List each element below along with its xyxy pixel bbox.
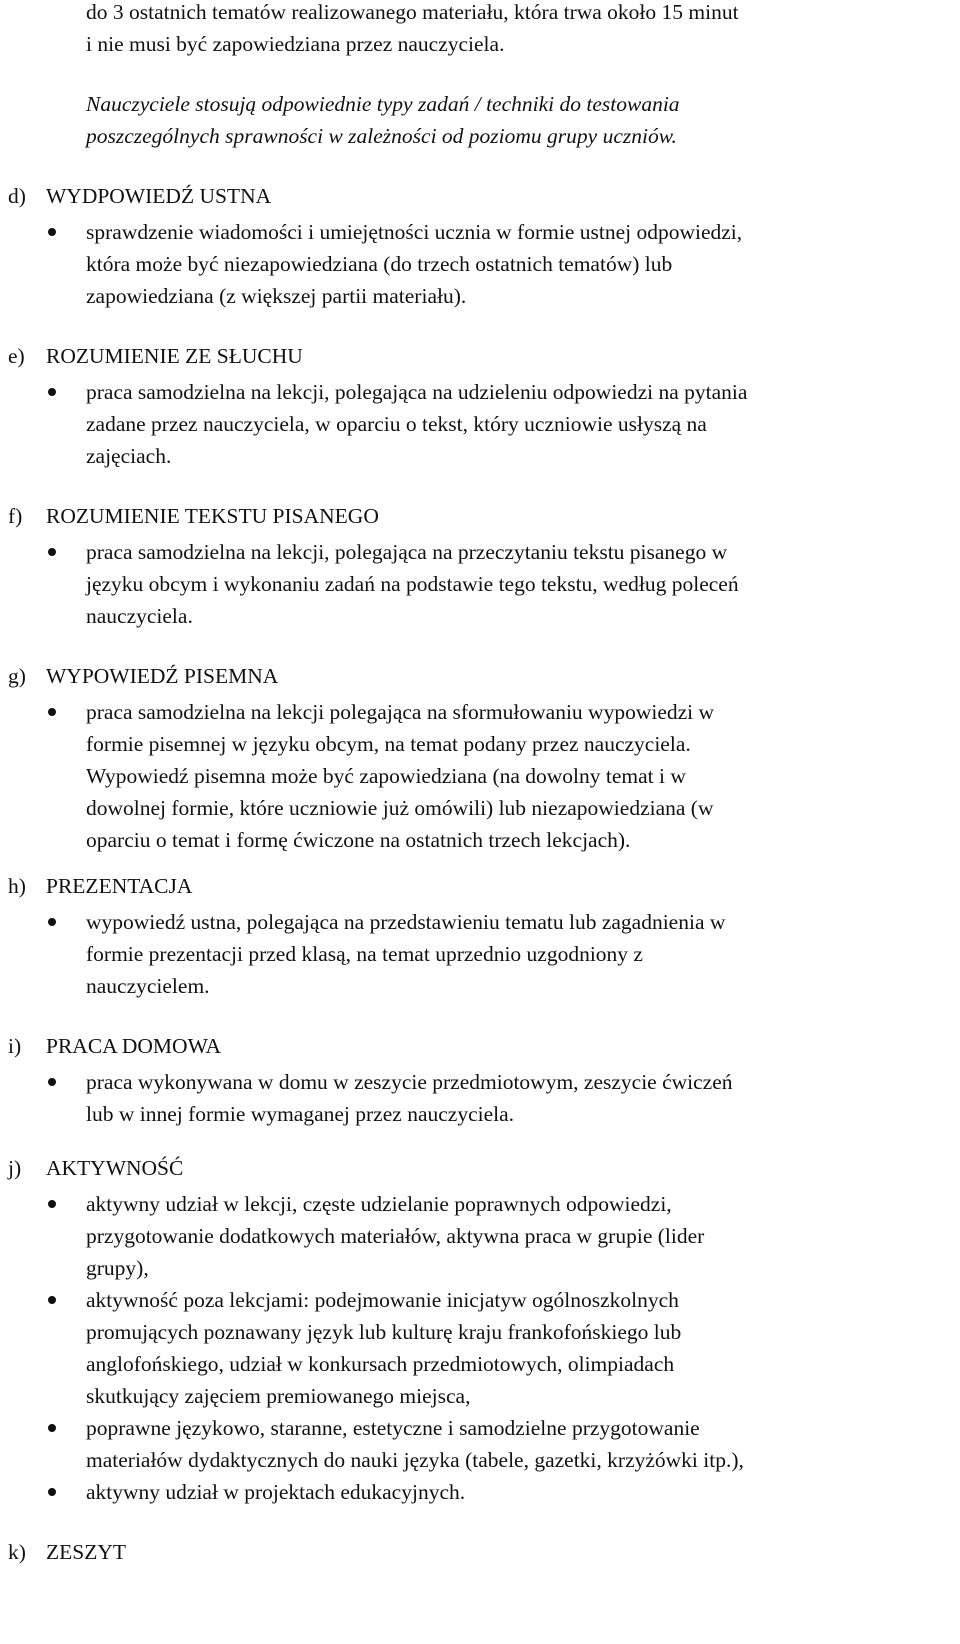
section-label: d) <box>8 184 26 208</box>
bullet-point-icon <box>48 1078 56 1086</box>
bullet-point-icon <box>48 1200 56 1208</box>
bullet-point-icon <box>48 1424 56 1432</box>
bullet-text-line: Wypowiedź pisemna może być zapowiedziana (na dowolny temat i w <box>86 764 686 788</box>
bullet-text-line: formie prezentacji przed klasą, na temat uprzednio uzgodniony z <box>86 942 643 966</box>
bullet-point-icon <box>48 548 56 556</box>
bullet-text-line: sprawdzenie wiadomości i umiejętności ucznia w formie ustnej odpowiedzi, <box>86 220 743 244</box>
bullet-point-icon <box>48 1296 56 1304</box>
bullet-point-icon <box>48 1488 56 1496</box>
bullet-text-line: która może być niezapowiedziana (do trzech ostatnich tematów) lub <box>86 252 673 276</box>
section-title: PRACA DOMOWA <box>46 1034 222 1058</box>
bullet-text-line: praca wykonywana w domu w zeszycie przedmiotowym, zeszycie ćwiczeń <box>86 1070 733 1094</box>
section-title: PREZENTACJA <box>46 874 193 898</box>
bullet-point-icon <box>48 918 56 926</box>
intro-line: i nie musi być zapowiedziana przez nauczyciela. <box>86 32 505 56</box>
bullet-text-line: skutkujący zajęciem premiowanego miejsca, <box>86 1384 471 1408</box>
bullet-text-line: aktywność poza lekcjami: podejmowanie inicjatyw ogólnoszkolnych <box>86 1288 679 1312</box>
section-title: ROZUMIENIE TEKSTU PISANEGO <box>46 504 379 528</box>
bullet-text-line: praca samodzielna na lekcji, polegająca na udzieleniu odpowiedzi na pytania <box>86 380 748 404</box>
bullet-text-line: aktywny udział w lekcji, częste udzielanie poprawnych odpowiedzi, <box>86 1192 672 1216</box>
bullet-text-line: przygotowanie dodatkowych materiałów, aktywna praca w grupie (lider <box>86 1224 705 1248</box>
bullet-point-icon <box>48 388 56 396</box>
bullet-text-line: zapowiedziana (z większej partii materiału). <box>86 284 467 308</box>
bullet-text-line: formie pisemnej w języku obcym, na temat podany przez nauczyciela. <box>86 732 691 756</box>
bullet-text-line: języku obcym i wykonaniu zadań na podstawie tego tekstu, według poleceń <box>86 572 739 596</box>
bullet-text-line: aktywny udział w projektach edukacyjnych. <box>86 1480 466 1504</box>
section-title: ZESZYT <box>46 1540 127 1564</box>
section-label: j) <box>8 1156 22 1180</box>
intro-note-line: poszczególnych sprawności w zależności od poziomu grupy uczniów. <box>86 124 677 148</box>
section-label: g) <box>8 664 26 688</box>
section-label: e) <box>8 344 25 368</box>
section-title: AKTYWNOŚĆ <box>46 1156 184 1180</box>
bullet-text-line: zadane przez nauczyciela, w oparciu o tekst, który uczniowie usłyszą na <box>86 412 707 436</box>
bullet-text-line: lub w innej formie wymaganej przez nauczyciela. <box>86 1102 515 1126</box>
intro-line: do 3 ostatnich tematów realizowanego materiału, która trwa około 15 minut <box>86 0 739 24</box>
bullet-text-line: zajęciach. <box>86 444 172 468</box>
bullet-text-line: poprawne językowo, staranne, estetyczne i samodzielne przygotowanie <box>86 1416 700 1440</box>
section-label: i) <box>8 1034 22 1058</box>
bullet-text-line: promujących poznawany język lub kulturę kraju frankofońskiego lub <box>86 1320 682 1344</box>
bullet-text-line: wypowiedź ustna, polegająca na przedstawieniu tematu lub zagadnienia w <box>86 910 726 934</box>
bullet-text-line: praca samodzielna na lekcji polegająca na sformułowaniu wypowiedzi w <box>86 700 715 724</box>
bullet-text-line: materiałów dydaktycznych do nauki języka (tabele, gazetki, krzyżówki itp.), <box>86 1448 744 1472</box>
bullet-text-line: grupy), <box>86 1256 149 1280</box>
bullet-text-line: dowolnej formie, które uczniowie już omówili) lub niezapowiedziana (w <box>86 796 714 820</box>
section-label: f) <box>8 504 23 528</box>
bullet-text-line: praca samodzielna na lekcji, polegająca na przeczytaniu tekstu pisanego w <box>86 540 728 564</box>
bullet-text-line: nauczycielem. <box>86 974 210 998</box>
bullet-point-icon <box>48 708 56 716</box>
section-label: k) <box>8 1540 26 1564</box>
bullet-text-line: anglofońskiego, udział w konkursach przedmiotowych, olimpiadach <box>86 1352 675 1376</box>
bullet-text-line: nauczyciela. <box>86 604 193 628</box>
section-title: WYDPOWIEDŹ USTNA <box>46 184 272 208</box>
section-label: h) <box>8 874 26 898</box>
section-title: ROZUMIENIE ZE SŁUCHU <box>46 344 303 368</box>
bullet-point-icon <box>48 228 56 236</box>
bullet-text-line: oparciu o temat i formę ćwiczone na ostatnich trzech lekcjach). <box>86 828 631 852</box>
intro-note-line: Nauczyciele stosują odpowiednie typy zadań / techniki do testowania <box>86 92 680 116</box>
section-title: WYPOWIEDŹ PISEMNA <box>46 664 279 688</box>
